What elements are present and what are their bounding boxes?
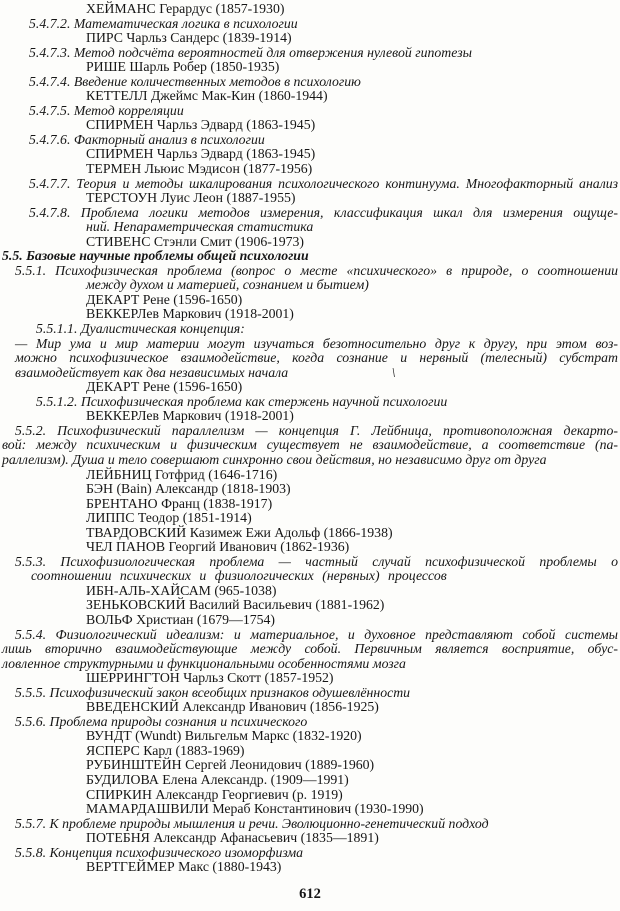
outline-text-line: 5.5.5. Психофизический закон всеобщих признаков одушевлённости — [15, 684, 411, 700]
person-entry: ВВЕДЕНСКИЙ Александр Иванович (1856-1925) — [86, 699, 379, 715]
outline-text-line: раллелизм). Душа и тело совершают синхронно свои действия, но независимо друг от друга — [2, 451, 547, 467]
outline-text-line: 5.5.4. Физиологический идеализм: и материальное, и духовное представляют собой системы — [15, 626, 618, 642]
outline-text-line: соотношении психических и физиологических (нервных) процессов — [31, 568, 447, 584]
person-entry: ПОТЕБНЯ Александр Афанасьевич (1835—1891) — [86, 830, 379, 846]
person-entry: ЛИППС Теодор (1851-1914) — [86, 510, 252, 526]
person-entry: ТЕРСТОУН Луис Леон (1887-1955) — [86, 190, 296, 206]
outline-text-line: взаимодействует как два независимых начала \ — [15, 364, 396, 380]
outline-text-line: 5.5.1. Психофизическая проблема (вопрос о месте «психического» в природе, о соотношении — [15, 262, 618, 278]
person-entry: ТВАРДОВСКИЙ Казимеж Ежи Адольф (1866-1938) — [86, 524, 393, 540]
outline-text-line: 5.4.7.5. Метод корреляции — [29, 102, 184, 118]
outline-text-line: между духом и материей, сознанием и бытием) — [86, 277, 369, 293]
person-entry: РУБИНШТЕЙН Сергей Леонидович (1889-1960) — [86, 757, 375, 773]
person-entry: ДЕКАРТ Рене (1596-1650) — [86, 379, 243, 395]
outline-text-line: 5.5.2. Психофизический параллелизм — концепция Г. Лейбница, противоположная декарто- — [15, 422, 618, 438]
person-entry: ЗЕНЬКОВСКИЙ Василий Васильевич (1881-1962) — [86, 597, 385, 613]
outline-text-line: можно психофизическое взаимодействие, когда сознание и нервный (телесный) субстрат — [15, 350, 618, 366]
person-entry: БРЕНТАНО Франц (1838-1917) — [86, 495, 273, 511]
person-entry: ВЕРТГЕЙМЕР Макс (1880-1943) — [86, 859, 282, 875]
outline-text-line: — Мир ума и мир материи могут изучаться безотносительно друг к другу, при этом воз- — [15, 335, 618, 351]
person-entry: ВЕККЕРЛев Маркович (1918-2001) — [86, 408, 294, 424]
outline-text-line: 5.4.7.6. Факторный анализ в психологии — [29, 131, 265, 147]
outline-text-line: 5.4.7.7. Теория и методы шкалирования психологического континуума. Многофакторный анализ — [29, 175, 618, 191]
person-entry: ВУНДТ (Wundt) Вильгельм Маркс (1832-1920) — [86, 728, 362, 744]
person-entry: СТИВЕНС Стэнли Смит (1906-1973) — [86, 233, 305, 249]
person-entry: ДЕКАРТ Рене (1596-1650) — [86, 291, 243, 307]
outline-text-line: 5.4.7.3. Метод подсчёта вероятностей для отвержения нулевой гипотезы — [29, 44, 472, 60]
person-entry: СПИРКИН Александр Георгиевич (р. 1919) — [86, 786, 343, 802]
outline-text-line: 5.5.1.1. Дуалистическая концепция: — [36, 321, 245, 337]
outline-text-line: 5.4.7.8. Проблема логики методов измерения, классификация шкал для измерения ощуще- — [29, 204, 618, 220]
outline-text-line: 5.5.8. Концепция психофизического изоморфизма — [15, 844, 304, 860]
outline-text-line: ний. Непараметрическая статистика — [86, 219, 314, 235]
person-entry: ПИРС Чарльз Сандерс (1839-1914) — [86, 30, 292, 46]
person-entry: ХЕЙМАНС Герардус (1857-1930) — [86, 1, 285, 16]
person-entry: ИБН-АЛЬ-ХАЙСАМ (965-1038) — [86, 582, 277, 598]
person-entry: ШЕРРИНГТОН Чарльз Скотт (1857-1952) — [86, 670, 334, 686]
section-heading: 5.5. Базовые научные проблемы общей психологии — [2, 248, 309, 264]
page-number: 612 — [299, 885, 321, 902]
outline-text-line: ловленное структурными и функциональными особенностями мозга — [2, 655, 406, 671]
person-entry: ТЕРМЕН Льюис Мэдисон (1877-1956) — [86, 161, 313, 177]
person-entry: РИШЕ Шарль Робер (1850-1935) — [86, 59, 280, 75]
person-entry: БУДИЛОВА Елена Александр. (1909—1991) — [86, 771, 349, 787]
outline-text-line: вой: между психическим и физическим существует не взаимодействие, а соответствие (па- — [2, 437, 618, 453]
outline-text-line: 5.5.1.2. Психофизическая проблема как стержень научной психологии — [36, 393, 448, 409]
person-entry: ЧЕЛ ПАНОВ Георгий Иванович (1862-1936) — [86, 539, 350, 555]
person-entry: ЯСПЕРС Карл (1883-1969) — [86, 742, 245, 758]
person-entry: КЕТТЕЛЛ Джеймс Мак-Кин (1860-1944) — [86, 88, 328, 104]
person-entry: СПИРМЕН Чарльз Эдвард (1863-1945) — [86, 117, 316, 133]
person-entry: ВОЛЬФ Христиан (1679—1754) — [86, 611, 276, 627]
outline-text-line: 5.5.6. Проблема природы сознания и психического — [15, 713, 308, 729]
person-entry: МАМАРДАШВИЛИ Мераб Константинович (1930-1990) — [86, 801, 424, 817]
person-entry: ЛЕЙБНИЦ Готфрид (1646-1716) — [86, 466, 278, 482]
outline-text-line: 5.5.3. Психофизиологическая проблема — частный случай психофизической проблемы о — [15, 553, 618, 569]
outline-text-line: 5.4.7.4. Введение количественных методов в психологию — [29, 73, 361, 89]
person-entry: БЭН (Bain) Александр (1818-1903) — [86, 481, 291, 497]
person-entry: СПИРМЕН Чарльз Эдвард (1863-1945) — [86, 146, 316, 162]
outline-text-line: 5.5.7. К проблеме природы мышления и речи. Эволюционно-генетический подход — [15, 815, 489, 831]
outline-text-line: лишь вторично взаимодействующие между собой. Первичным является восприятие, обус- — [2, 641, 618, 657]
person-entry: ВЕККЕРЛев Маркович (1918-2001) — [86, 306, 294, 322]
outline-list — [2, 2, 618, 875]
outline-text-line: 5.4.7.2. Математическая логика в психологии — [29, 15, 298, 31]
